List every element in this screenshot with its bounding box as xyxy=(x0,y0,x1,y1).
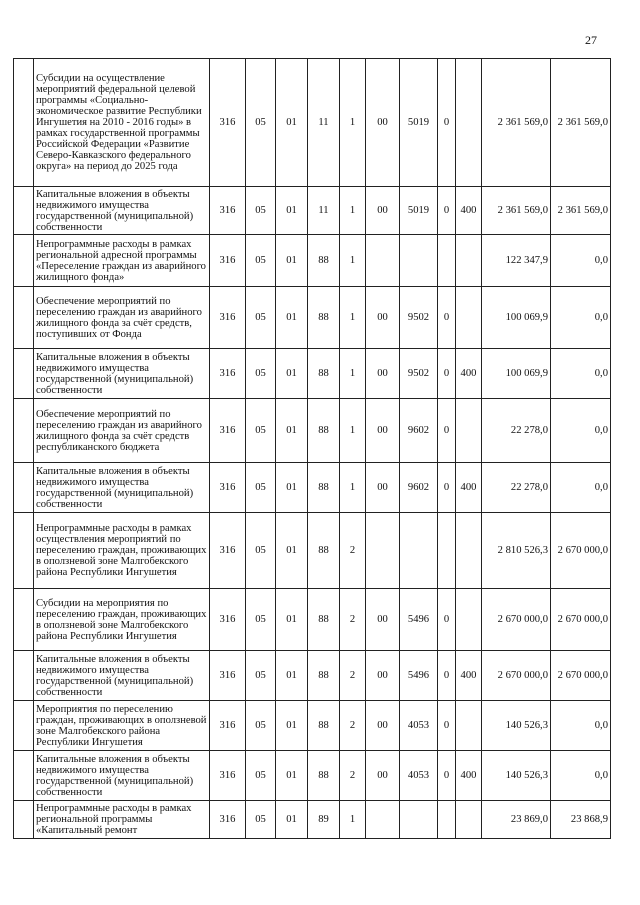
sub-direction-code-cell xyxy=(438,513,456,589)
ministry-code-cell: 316 xyxy=(210,751,246,801)
row-margin-cell xyxy=(14,801,34,839)
section-code-cell: 05 xyxy=(246,287,276,349)
expense-type-code-cell: 400 xyxy=(456,187,482,235)
event-code-cell: 00 xyxy=(366,59,400,187)
amount-year1-cell: 122 347,9 xyxy=(482,235,551,287)
amount-year1-cell: 100 069,9 xyxy=(482,287,551,349)
event-code-cell: 00 xyxy=(366,287,400,349)
section-code-cell: 05 xyxy=(246,399,276,463)
amount-year2-cell: 0,0 xyxy=(551,287,611,349)
row-margin-cell xyxy=(14,187,34,235)
expense-type-code-cell xyxy=(456,287,482,349)
table-row xyxy=(14,349,611,399)
subsection-code-cell: 01 xyxy=(276,235,308,287)
program-code-cell: 88 xyxy=(308,651,340,701)
section-code-cell: 05 xyxy=(246,751,276,801)
row-margin-cell xyxy=(14,513,34,589)
ministry-code-cell: 316 xyxy=(210,589,246,651)
direction-code-cell xyxy=(400,235,438,287)
expense-type-code-cell: 400 xyxy=(456,463,482,513)
program-code-cell: 88 xyxy=(308,235,340,287)
expense-name-cell: Непрограммные расходы в рамках региональной адресной программы «Переселение граждан из аварийного жилищного фонда» xyxy=(34,235,210,287)
subprogram-code-cell: 1 xyxy=(340,187,366,235)
program-code-cell: 88 xyxy=(308,399,340,463)
event-code-cell xyxy=(366,801,400,839)
subsection-code-cell: 01 xyxy=(276,287,308,349)
expense-name-cell: Капитальные вложения в объекты недвижимого имущества государственной (муниципальной) собственности xyxy=(34,751,210,801)
sub-direction-code-cell xyxy=(438,801,456,839)
row-margin-cell xyxy=(14,651,34,701)
expense-name-cell: Мероприятия по переселению граждан, проживающих в оползневой зоне Малгобекского района Республики Ингушетия xyxy=(34,701,210,751)
program-code-cell: 11 xyxy=(308,187,340,235)
row-margin-cell xyxy=(14,463,34,513)
event-code-cell: 00 xyxy=(366,751,400,801)
expense-name-cell: Капитальные вложения в объекты недвижимого имущества государственной (муниципальной) собственности xyxy=(34,187,210,235)
table-row xyxy=(14,399,611,463)
expense-name-cell: Субсидии на мероприятия по переселению граждан, проживающих в оползневой зоне Малгобекского района Республики Ингушетия xyxy=(34,589,210,651)
amount-year2-cell: 0,0 xyxy=(551,463,611,513)
section-code-cell: 05 xyxy=(246,349,276,399)
subsection-code-cell: 01 xyxy=(276,651,308,701)
table-row xyxy=(14,235,611,287)
sub-direction-code-cell: 0 xyxy=(438,399,456,463)
subprogram-code-cell: 2 xyxy=(340,589,366,651)
sub-direction-code-cell: 0 xyxy=(438,463,456,513)
direction-code-cell: 5496 xyxy=(400,651,438,701)
expense-name-cell: Капитальные вложения в объекты недвижимого имущества государственной (муниципальной) собственности xyxy=(34,651,210,701)
event-code-cell: 00 xyxy=(366,589,400,651)
table-row xyxy=(14,701,611,751)
subsection-code-cell: 01 xyxy=(276,463,308,513)
subsection-code-cell: 01 xyxy=(276,589,308,651)
subprogram-code-cell: 2 xyxy=(340,751,366,801)
section-code-cell: 05 xyxy=(246,513,276,589)
program-code-cell: 88 xyxy=(308,701,340,751)
expense-name-cell: Непрограммные расходы в рамках осуществления мероприятий по переселению граждан, проживающих в оползневой зоне Малгобекского района Республики Ингушетия xyxy=(34,513,210,589)
event-code-cell: 00 xyxy=(366,187,400,235)
direction-code-cell: 9502 xyxy=(400,349,438,399)
section-code-cell: 05 xyxy=(246,589,276,651)
direction-code-cell: 4053 xyxy=(400,751,438,801)
direction-code-cell: 9602 xyxy=(400,399,438,463)
direction-code-cell: 9602 xyxy=(400,463,438,513)
program-code-cell: 11 xyxy=(308,59,340,187)
row-margin-cell xyxy=(14,399,34,463)
program-code-cell: 88 xyxy=(308,349,340,399)
event-code-cell xyxy=(366,513,400,589)
ministry-code-cell: 316 xyxy=(210,235,246,287)
amount-year1-cell: 100 069,9 xyxy=(482,349,551,399)
amount-year2-cell: 0,0 xyxy=(551,399,611,463)
section-code-cell: 05 xyxy=(246,651,276,701)
table-row xyxy=(14,589,611,651)
table-body xyxy=(14,59,611,839)
ministry-code-cell: 316 xyxy=(210,513,246,589)
subsection-code-cell: 01 xyxy=(276,349,308,399)
program-code-cell: 89 xyxy=(308,801,340,839)
event-code-cell: 00 xyxy=(366,701,400,751)
sub-direction-code-cell: 0 xyxy=(438,651,456,701)
section-code-cell: 05 xyxy=(246,801,276,839)
subsection-code-cell: 01 xyxy=(276,701,308,751)
amount-year1-cell: 2 361 569,0 xyxy=(482,59,551,187)
subprogram-code-cell: 1 xyxy=(340,463,366,513)
ministry-code-cell: 316 xyxy=(210,187,246,235)
expense-type-code-cell: 400 xyxy=(456,349,482,399)
row-margin-cell xyxy=(14,751,34,801)
table-row xyxy=(14,463,611,513)
expense-type-code-cell xyxy=(456,513,482,589)
event-code-cell: 00 xyxy=(366,399,400,463)
section-code-cell: 05 xyxy=(246,235,276,287)
program-code-cell: 88 xyxy=(308,463,340,513)
table-row xyxy=(14,801,611,839)
subprogram-code-cell: 1 xyxy=(340,287,366,349)
expense-type-code-cell xyxy=(456,701,482,751)
section-code-cell: 05 xyxy=(246,187,276,235)
amount-year2-cell: 2 361 569,0 xyxy=(551,59,611,187)
amount-year1-cell: 23 869,0 xyxy=(482,801,551,839)
amount-year2-cell: 0,0 xyxy=(551,349,611,399)
subprogram-code-cell: 1 xyxy=(340,59,366,187)
page-number: 27 xyxy=(585,33,597,47)
table-row xyxy=(14,287,611,349)
expense-name-cell: Субсидии на осуществление мероприятий федеральной целевой программы «Социально-экономическое развитие Республики Ингушетия на 2010 - 2016 годы» в рамках государственной программы Российской Федерации «Развитие Северо-Кавказского федерального округа» на период до 2025 года xyxy=(34,59,210,187)
table-row xyxy=(14,651,611,701)
budget-table xyxy=(13,58,611,839)
ministry-code-cell: 316 xyxy=(210,651,246,701)
expense-type-code-cell xyxy=(456,801,482,839)
expense-type-code-cell xyxy=(456,589,482,651)
sub-direction-code-cell: 0 xyxy=(438,349,456,399)
sub-direction-code-cell xyxy=(438,235,456,287)
sub-direction-code-cell: 0 xyxy=(438,701,456,751)
program-code-cell: 88 xyxy=(308,589,340,651)
ministry-code-cell: 316 xyxy=(210,801,246,839)
subprogram-code-cell: 2 xyxy=(340,701,366,751)
direction-code-cell: 9502 xyxy=(400,287,438,349)
direction-code-cell: 5019 xyxy=(400,59,438,187)
section-code-cell: 05 xyxy=(246,59,276,187)
amount-year2-cell: 2 670 000,0 xyxy=(551,651,611,701)
row-margin-cell xyxy=(14,701,34,751)
amount-year1-cell: 2 670 000,0 xyxy=(482,589,551,651)
subprogram-code-cell: 1 xyxy=(340,349,366,399)
sub-direction-code-cell: 0 xyxy=(438,751,456,801)
direction-code-cell xyxy=(400,801,438,839)
event-code-cell: 00 xyxy=(366,651,400,701)
expense-type-code-cell: 400 xyxy=(456,651,482,701)
program-code-cell: 88 xyxy=(308,287,340,349)
row-margin-cell xyxy=(14,59,34,187)
expense-type-code-cell xyxy=(456,235,482,287)
section-code-cell: 05 xyxy=(246,701,276,751)
ministry-code-cell: 316 xyxy=(210,59,246,187)
subprogram-code-cell: 1 xyxy=(340,399,366,463)
subsection-code-cell: 01 xyxy=(276,513,308,589)
subprogram-code-cell: 1 xyxy=(340,235,366,287)
subsection-code-cell: 01 xyxy=(276,59,308,187)
row-margin-cell xyxy=(14,349,34,399)
amount-year1-cell: 2 361 569,0 xyxy=(482,187,551,235)
amount-year2-cell: 23 868,9 xyxy=(551,801,611,839)
direction-code-cell: 4053 xyxy=(400,701,438,751)
ministry-code-cell: 316 xyxy=(210,463,246,513)
sub-direction-code-cell: 0 xyxy=(438,589,456,651)
direction-code-cell: 5019 xyxy=(400,187,438,235)
subsection-code-cell: 01 xyxy=(276,801,308,839)
amount-year1-cell: 140 526,3 xyxy=(482,751,551,801)
subsection-code-cell: 01 xyxy=(276,751,308,801)
sub-direction-code-cell: 0 xyxy=(438,287,456,349)
table-row xyxy=(14,513,611,589)
event-code-cell: 00 xyxy=(366,349,400,399)
event-code-cell xyxy=(366,235,400,287)
expense-type-code-cell: 400 xyxy=(456,751,482,801)
subsection-code-cell: 01 xyxy=(276,187,308,235)
amount-year1-cell: 2 670 000,0 xyxy=(482,651,551,701)
direction-code-cell: 5496 xyxy=(400,589,438,651)
subprogram-code-cell: 1 xyxy=(340,801,366,839)
table-row xyxy=(14,187,611,235)
amount-year1-cell: 22 278,0 xyxy=(482,399,551,463)
row-margin-cell xyxy=(14,235,34,287)
sub-direction-code-cell: 0 xyxy=(438,187,456,235)
ministry-code-cell: 316 xyxy=(210,701,246,751)
ministry-code-cell: 316 xyxy=(210,287,246,349)
event-code-cell: 00 xyxy=(366,463,400,513)
amount-year2-cell: 0,0 xyxy=(551,235,611,287)
expense-name-cell: Непрограммные расходы в рамках региональной программы «Капитальный ремонт xyxy=(34,801,210,839)
amount-year1-cell: 2 810 526,3 xyxy=(482,513,551,589)
ministry-code-cell: 316 xyxy=(210,349,246,399)
expense-name-cell: Капитальные вложения в объекты недвижимого имущества государственной (муниципальной) собственности xyxy=(34,349,210,399)
amount-year2-cell: 2 670 000,0 xyxy=(551,589,611,651)
row-margin-cell xyxy=(14,287,34,349)
sub-direction-code-cell: 0 xyxy=(438,59,456,187)
subsection-code-cell: 01 xyxy=(276,399,308,463)
expense-type-code-cell xyxy=(456,59,482,187)
amount-year1-cell: 22 278,0 xyxy=(482,463,551,513)
expense-type-code-cell xyxy=(456,399,482,463)
direction-code-cell xyxy=(400,513,438,589)
amount-year2-cell: 2 670 000,0 xyxy=(551,513,611,589)
subprogram-code-cell: 2 xyxy=(340,651,366,701)
row-margin-cell xyxy=(14,589,34,651)
table-row xyxy=(14,751,611,801)
amount-year1-cell: 140 526,3 xyxy=(482,701,551,751)
program-code-cell: 88 xyxy=(308,751,340,801)
expense-name-cell: Капитальные вложения в объекты недвижимого имущества государственной (муниципальной) собственности xyxy=(34,463,210,513)
amount-year2-cell: 0,0 xyxy=(551,751,611,801)
amount-year2-cell: 2 361 569,0 xyxy=(551,187,611,235)
program-code-cell: 88 xyxy=(308,513,340,589)
section-code-cell: 05 xyxy=(246,463,276,513)
expense-name-cell: Обеспечение мероприятий по переселению граждан из аварийного жилищного фонда за счёт средств республиканского бюджета xyxy=(34,399,210,463)
amount-year2-cell: 0,0 xyxy=(551,701,611,751)
table-row xyxy=(14,59,611,187)
ministry-code-cell: 316 xyxy=(210,399,246,463)
subprogram-code-cell: 2 xyxy=(340,513,366,589)
expense-name-cell: Обеспечение мероприятий по переселению граждан из аварийного жилищного фонда за счёт средств, поступивших от Фонда xyxy=(34,287,210,349)
